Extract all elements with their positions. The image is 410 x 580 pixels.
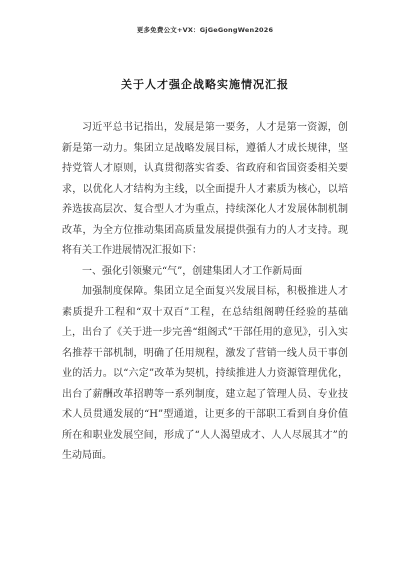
document-title: 关于人才强企战略实施情况汇报 (121, 78, 289, 91)
header-note: 更多免费公文+VX：GjGeGongWen2026 (136, 26, 274, 34)
intro-paragraph: 习近平总书记指出，发展是第一要务，人才是第一资源，创新是第一动力。集团立足战略发展目标，遵循人才成长规律，坚持党管人才原则，认真贯彻落实省委、省政府和省国资委相关要求，以优化人才结构为主线，以全面提升人才素质为核心，以培养选拔高层次、复合型人才为重点，持续深化人才发展体制机制改革，为全方位推动集团高质量发展提供强有力的人才支持。现将有关工作进展情况汇报如下： (62, 122, 348, 256)
section-heading: 一、强化引领聚元“气”，创建集团人才工作新局面 (82, 265, 303, 277)
body-paragraph: 加强制度保障。集团立足全面复兴发展目标，积极推进人才素质提升工程和“双十双百”工程，在总结组阁聘任经验的基础上，出台了《关于进一步完善“组阁式”干部任用的意见》，引入实名推荐干部机制，明确了任用规程，激发了营销一线人员干事创业的活力。以“六定”改革为契机，持续推进人力资源管理优化，出台了薪酬改革招聘等一系列制度，建立起了管理人员、专业技术人员贯通发展的“H”型通道，让更多的干部职工看到自身价值所在和职业发展空间，形成了“人人渴望成才、人人尽展其才”的生动局面。 (62, 286, 348, 461)
document-body (62, 118, 348, 467)
